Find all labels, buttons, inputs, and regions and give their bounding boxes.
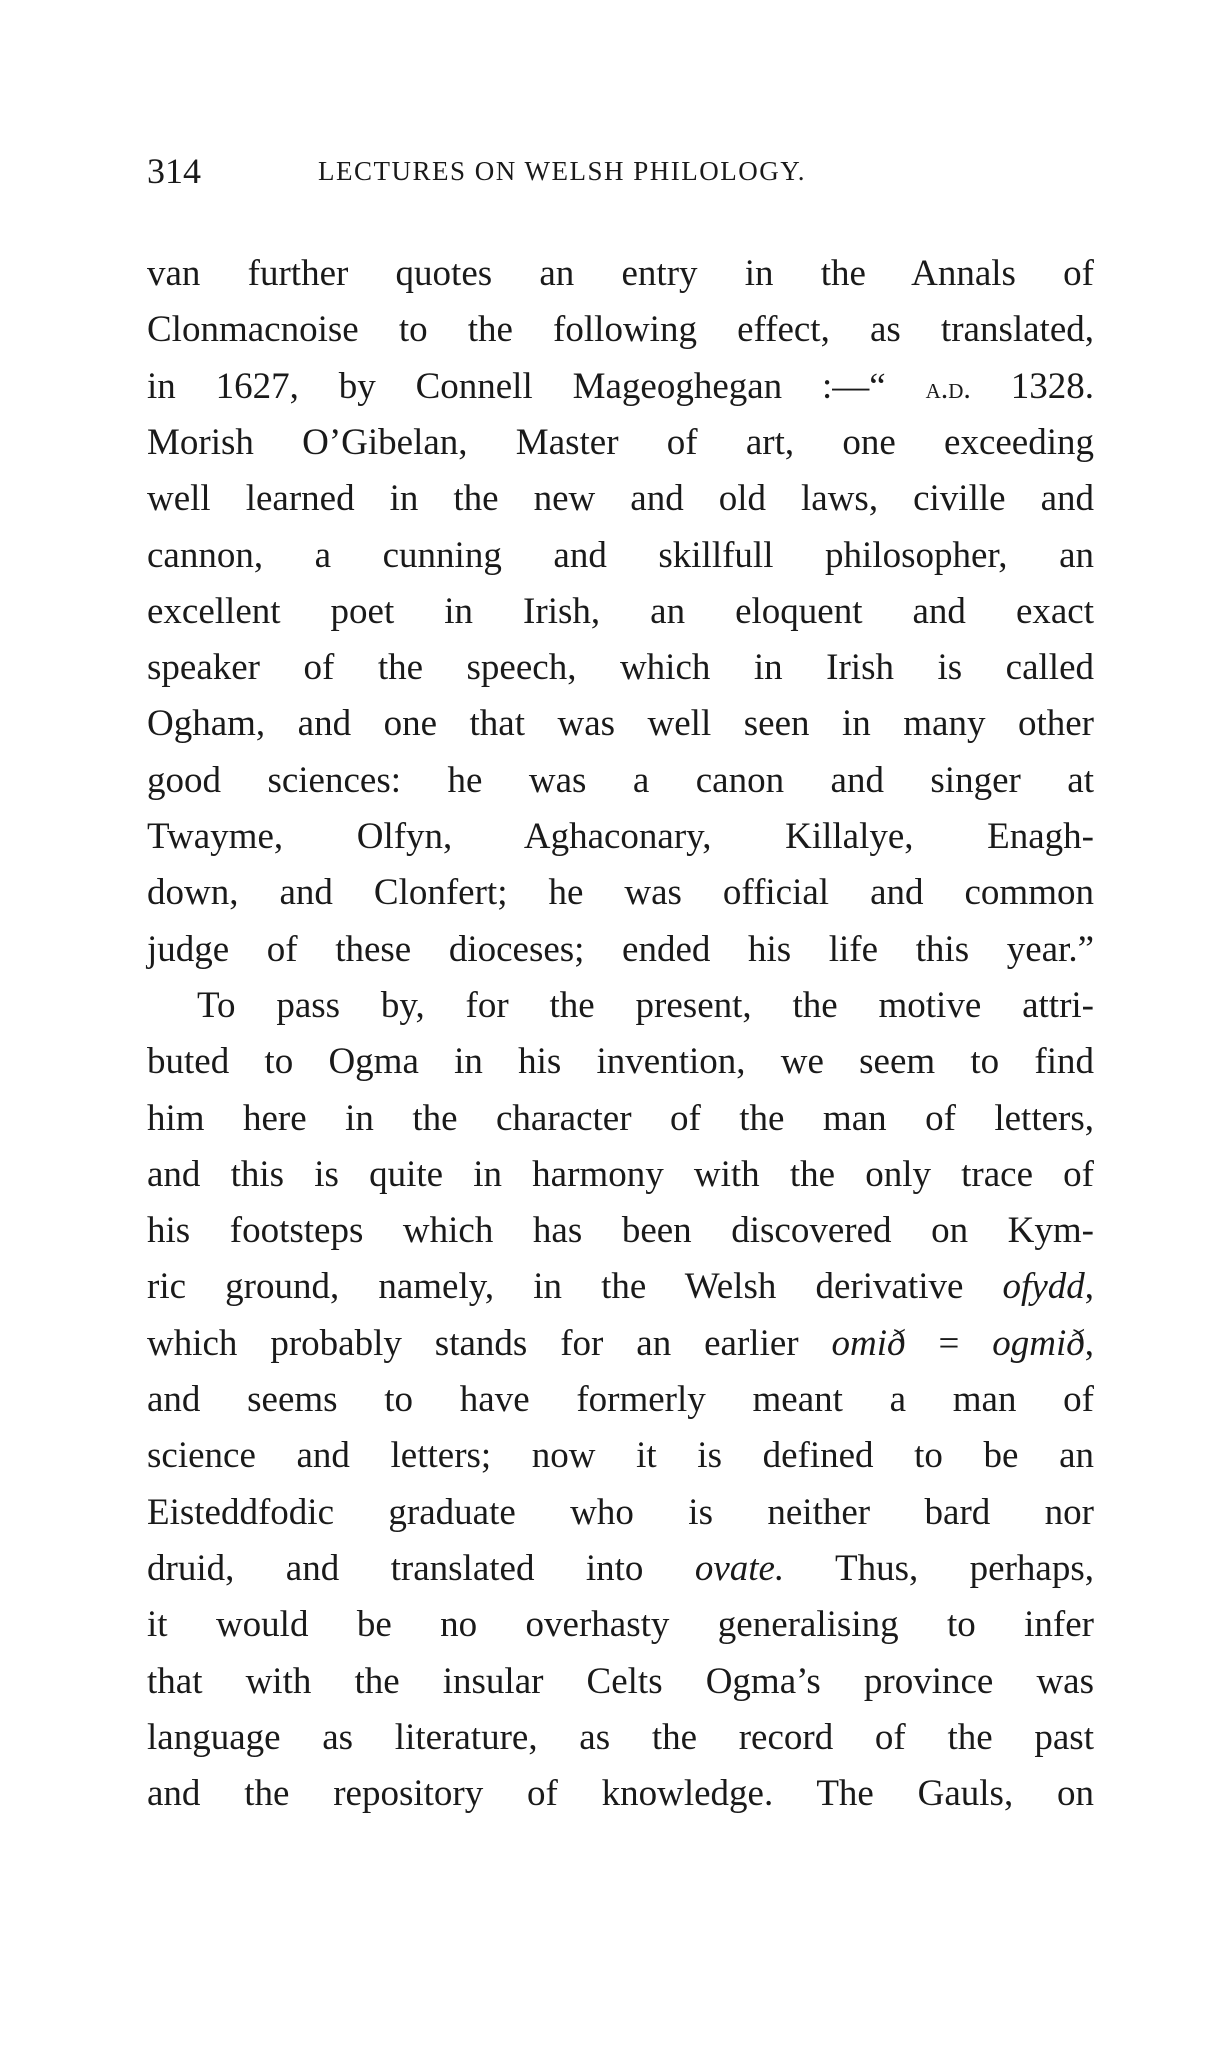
text-line bbox=[197, 984, 1094, 1028]
text-line bbox=[147, 1660, 1094, 1704]
text-line bbox=[147, 702, 1094, 746]
text-line bbox=[147, 815, 1094, 859]
text-line bbox=[147, 252, 1094, 296]
text-segment: speaker of the speech, which in Irish is called bbox=[147, 647, 1094, 689]
text-segment: , bbox=[1084, 1322, 1094, 1364]
text-segment: excellent poet in Irish, an eloquent and exact bbox=[147, 590, 1094, 632]
text-segment: and this is quite in harmony with the only trace of bbox=[147, 1153, 1094, 1195]
running-title: LECTURES ON WELSH PHILOLOGY. bbox=[318, 156, 807, 186]
text-segment: Twayme, Olfyn, Aghaconary, Killalye, Enagh- bbox=[147, 816, 1094, 857]
text-line bbox=[147, 646, 1094, 690]
text-segment: Eisteddfodic graduate who is neither bard nor bbox=[147, 1491, 1094, 1533]
text-line bbox=[147, 1322, 1094, 1366]
text-segment: his footsteps which has been discovered on Kym- bbox=[147, 1210, 1094, 1252]
text-line bbox=[147, 421, 1094, 465]
text-line bbox=[147, 534, 1094, 578]
text-segment: To pass by, for the present, the motive attri- bbox=[197, 984, 1094, 1026]
text-segment: judge of these dioceses; ended his life this year.” bbox=[147, 928, 1094, 970]
text-line bbox=[147, 1097, 1094, 1141]
text-segment: language as literature, as the record of the past bbox=[147, 1716, 1094, 1758]
text-segment: Morish O’Gibelan, Master of art, one exceeding bbox=[147, 421, 1094, 463]
text-line bbox=[147, 477, 1094, 521]
text-segment: ric ground, namely, in the Welsh derivative bbox=[147, 1266, 1003, 1308]
text-line bbox=[147, 1716, 1094, 1760]
text-segment: well learned in the new and old laws, civille and bbox=[147, 478, 1094, 520]
text-segment: science and letters; now it is defined to be an bbox=[147, 1435, 1094, 1477]
text-line bbox=[147, 871, 1094, 915]
italic-word: ovate. bbox=[694, 1547, 785, 1589]
text-line bbox=[147, 1603, 1094, 1647]
text-segment: 1328. bbox=[970, 365, 1095, 407]
text-segment: , bbox=[1084, 1266, 1094, 1308]
text-line bbox=[147, 1378, 1094, 1422]
text-segment: buted to Ogma in his invention, we seem to find bbox=[147, 1041, 1094, 1083]
text-segment: down, and Clonfert; he was official and common bbox=[147, 872, 1094, 914]
text-line bbox=[147, 1772, 1094, 1816]
text-line bbox=[147, 1265, 1094, 1309]
italic-word: ogmið bbox=[992, 1322, 1085, 1364]
text-segment: = bbox=[905, 1322, 993, 1364]
italic-word: omið bbox=[831, 1322, 906, 1364]
page-number: 314 bbox=[147, 151, 201, 191]
text-line bbox=[147, 1434, 1094, 1478]
text-segment: cannon, a cunning and skillfull philosopher, an bbox=[147, 534, 1094, 576]
text-segment: Ogham, and one that was well seen in many other bbox=[147, 703, 1094, 745]
text-line bbox=[147, 308, 1094, 352]
text-line bbox=[147, 590, 1094, 634]
text-segment: it would be no overhasty generalising to infer bbox=[147, 1604, 1094, 1646]
text-segment: him here in the character of the man of letters, bbox=[147, 1097, 1094, 1139]
text-line bbox=[147, 1153, 1094, 1197]
text-line bbox=[147, 365, 1094, 411]
text-segment: a.d. bbox=[925, 371, 971, 405]
text-line bbox=[147, 1209, 1094, 1253]
italic-word: ofydd bbox=[1002, 1266, 1085, 1308]
text-line bbox=[147, 928, 1094, 972]
text-segment: and seems to have formerly meant a man of bbox=[147, 1379, 1094, 1420]
text-line bbox=[147, 759, 1094, 803]
text-segment: druid, and translated into bbox=[147, 1547, 695, 1589]
text-segment: and the repository of knowledge. The Gauls, on bbox=[147, 1773, 1094, 1815]
text-segment: Thus, perhaps, bbox=[784, 1547, 1094, 1589]
text-line bbox=[147, 1040, 1094, 1084]
text-segment: van further quotes an entry in the Annals of bbox=[147, 253, 1094, 294]
text-segment: that with the insular Celts Ogma’s province was bbox=[147, 1660, 1094, 1702]
text-segment: good sciences: he was a canon and singer at bbox=[147, 759, 1094, 801]
text-line bbox=[147, 1491, 1094, 1535]
text-segment: which probably stands for an earlier bbox=[147, 1322, 832, 1364]
text-segment: Clonmacnoise to the following effect, as translated, bbox=[147, 309, 1094, 351]
text-line bbox=[147, 1547, 1094, 1591]
text-segment: in 1627, by Connell Mageoghegan :—“ bbox=[147, 365, 926, 407]
